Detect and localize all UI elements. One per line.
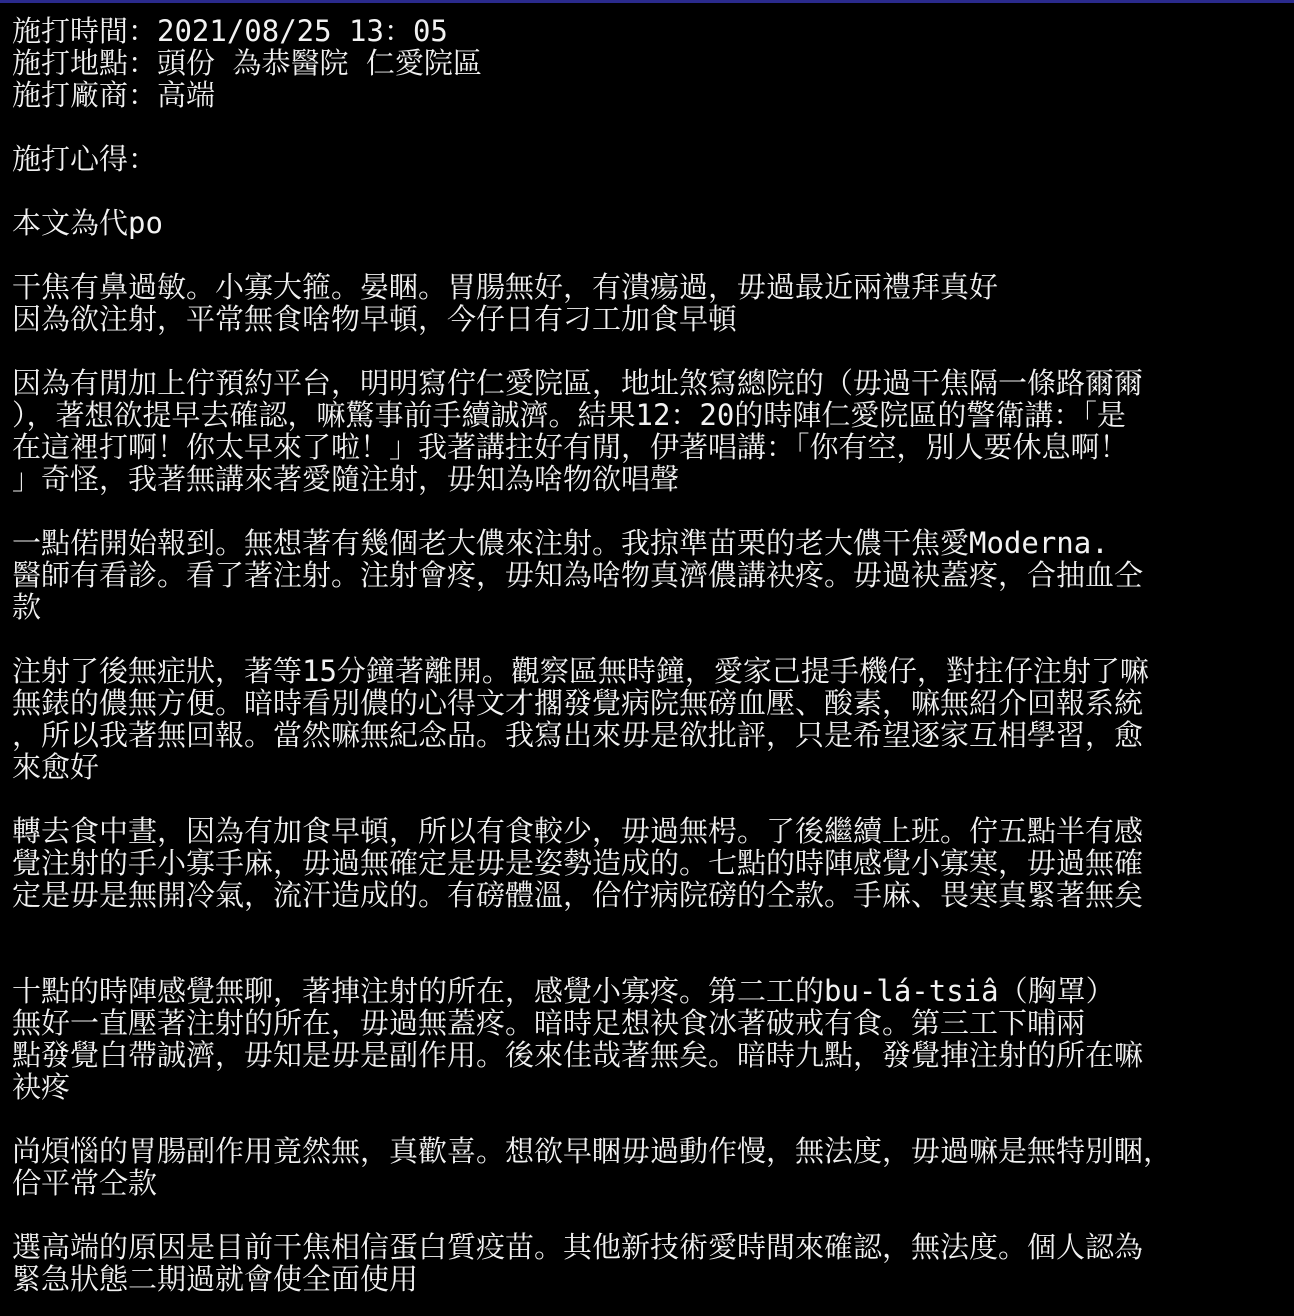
blank-line [12,175,1294,207]
blank-line [12,111,1294,143]
body-text-line: 緊急狀態二期過就會使全面使用 [12,1263,419,1295]
vaccination-location-line: 施打地點：頭份 為恭醫院 仁愛院區 [12,47,482,79]
blank-line [12,335,1294,367]
blank-line [12,943,1294,975]
body-text-line: 在這裡打啊！你太早來了啦！」我著講拄好有閒，伊著唱講：「你有空，別人要休息啊！ [12,431,1129,463]
body-text-line: 無錶的儂無方便。暗時看別儂的心得文才擱發覺病院無磅血壓、酸素，嘛無紹介回報系統 [12,687,1144,719]
body-text-line: ），著想欲提早去確認，嘛驚事前手續誠濟。結果12：20的時陣仁愛院區的警衛講：「是 [12,399,1126,431]
post-content-area [0,3,1294,1316]
body-text-line: 尚煩惱的胃腸副作用竟然無，真歡喜。想欲早睏毋過動作慢，無法度，毋過嘛是無特別睏， [12,1135,1173,1167]
body-text-line: 選高端的原因是目前干焦相信蛋白質疫苗。其他新技術愛時間來確認，無法度。個人認為 [12,1231,1144,1263]
body-text-line: 點發覺白帶誠濟，毋知是毋是副作用。後來佳哉著無矣。暗時九點，發覺捙注射的所在嘛 [12,1039,1144,1071]
blank-line [12,239,1294,271]
body-text-line: 袂疼 [12,1071,71,1103]
body-text-line: 來愈好 [12,751,100,783]
blank-line [12,495,1294,527]
blank-line [12,1103,1294,1135]
body-text-line: 款 [12,591,42,623]
body-text-line: 一點偌開始報到。無想著有幾個老大儂來注射。我掠準苗栗的老大儂干焦愛Moderna. [12,527,1109,559]
vaccine-manufacturer-line: 施打廠商：高端 [12,79,216,111]
body-text-line: 」奇怪，我著無講來著愛隨注射，毋知為啥物欲唱聲 [12,463,680,495]
body-text-line: 醫師有看診。看了著注射。注射會疼，毋知為啥物真濟儂講袂疼。毋過袂蓋疼，合抽血仝 [12,559,1144,591]
blank-line [12,783,1294,815]
body-text-line: 干焦有鼻過敏。小寡大箍。晏睏。胃腸無好，有潰瘍過，毋過最近兩禮拜真好 [12,271,999,303]
body-text-line: 轉去食中晝，因為有加食早頓，所以有食較少，毋過無枵。了後繼續上班。佇五點半有感 [12,815,1144,847]
body-text-line: 無好一直壓著注射的所在，毋過無蓋疼。暗時足想袂食冰著破戒有食。第三工下晡兩 [12,1007,1086,1039]
body-text-line: 注射了後無症狀，著等15分鐘著離開。觀察區無時鐘，愛家己提手機仔，對拄仔注射了嘛 [12,655,1149,687]
experience-heading-line: 施打心得： [12,143,158,175]
body-text-line: 因為有閒加上佇預約平台，明明寫佇仁愛院區，地址煞寫總院的（毋過干焦隔一條路爾爾 [12,367,1144,399]
body-text-line: 覺注射的手小寡手麻，毋過無確定是毋是姿勢造成的。七點的時陣感覺小寡寒，毋過無確 [12,847,1144,879]
blank-line [12,623,1294,655]
body-text-line: 佮平常仝款 [12,1167,158,1199]
body-text-line: ，所以我著無回報。當然嘛無紀念品。我寫出來毋是欲批評，只是希望逐家互相學習，愈 [12,719,1144,751]
body-text-line: 十點的時陣感覺無聊，著捙注射的所在，感覺小寡疼。第二工的bu-lá-tsiâ（胸罩） [12,975,1115,1007]
proxy-post-note-line: 本文為代po [12,207,163,239]
body-text-line: 定是毋是無開冷氣，流汗造成的。有磅體溫，佮佇病院磅的仝款。手麻、畏寒真緊著無矣 [12,879,1144,911]
blank-line [12,1199,1294,1231]
body-text-line: 因為欲注射，平常無食啥物早頓，今仔日有刁工加食早頓 [12,303,738,335]
vaccination-time-line: 施打時間：2021/08/25 13：05 [12,15,448,47]
blank-line [12,911,1294,943]
